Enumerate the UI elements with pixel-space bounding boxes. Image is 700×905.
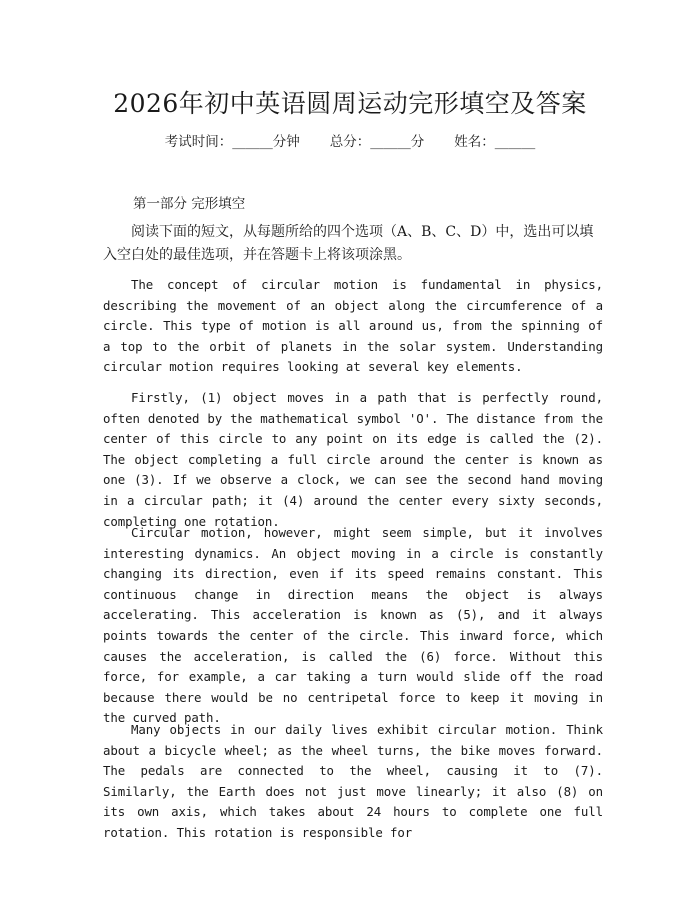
exam-meta-line — [0, 130, 700, 150]
passage-paragraph-4: Many objects in our daily lives exhibit circular motion. Think about a bicycle wheel; as the wheel turns, the bike moves forward. The pedals are connected to the wheel, causing it to (7). Similarly, the Earth does not just move linearly; it also (8) on its own axis, which takes about 24 hours to complete one full rotation. This rotation is responsible for — [103, 722, 603, 840]
passage-paragraph-3: Circular motion, however, might seem simple, but it involves interesting dynamics. An object moving in a circle is constantly changing its direction, even if its speed remains constant. This continuous change in direction means the object is always accelerating. This acceleration is known as (5), and it always points towards the center of the circle. This inward force, which causes the acceleration, is called the (6) force. Without this force, for example, a car taking a turn would slide off the road because there would be no centripetal force to keep it moving in the curved path. — [103, 525, 603, 726]
passage-paragraph-1: The concept of circular motion is fundamental in physics, describing the movement of an object along the circumference of a circle. This type of motion is all around us, from the spinning of a top to the orbit of planets in the solar system. Understanding circular motion requires looking at several key elements. — [103, 277, 603, 375]
passage-paragraph-2: Firstly, (1) object moves in a path that is perfectly round, often denoted by the mathematical symbol 'O'. The distance from the center of this circle to any point on its edge is called the (2). The object completing a full circle around the center is known as one (3). If we observe a clock, we can see the second hand moving in a circular path; it (4) around the center every sixty seconds, completing one rotation. — [103, 390, 603, 529]
instructions-text: 阅读下面的短文，从每题所给的四个选项（A、B、C、D）中，选出可以填入空白处的最佳选项，并在答题卡上将该项涂黑。 — [103, 224, 594, 263]
total-score-field: 总分：______分 — [329, 134, 425, 150]
exam-time-field: 考试时间：______分钟 — [164, 134, 300, 150]
page-title: 2026年初中英语圆周运动完形填空及答案 — [113, 89, 587, 118]
student-name-field: 姓名：______ — [454, 134, 536, 150]
section-heading: 第一部分 完形填空 — [133, 196, 246, 212]
